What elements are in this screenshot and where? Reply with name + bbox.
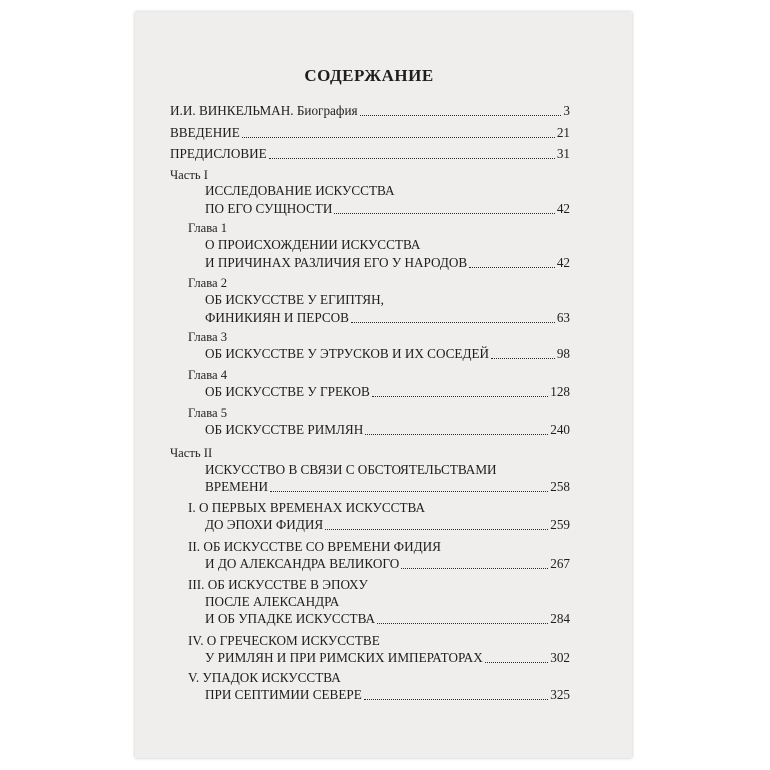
section-title-line: IV. О ГРЕЧЕСКОМ ИСКУССТВЕ <box>188 633 380 648</box>
section-title-line: V. УПАДОК ИСКУССТВА <box>188 670 341 685</box>
toc-entry-part2: ВРЕМЕНИ 258 <box>205 479 570 494</box>
toc-entry-introduction: ВВЕДЕНИЕ 21 <box>170 125 570 140</box>
chapter-label: Глава 1 <box>188 221 228 235</box>
toc-entry-chapter-1: И ПРИЧИНАХ РАЗЛИЧИЯ ЕГО У НАРОДОВ 42 <box>205 255 570 270</box>
toc-title: СОДЕРЖАНИЕ <box>304 66 434 85</box>
chapter-label: Глава 4 <box>188 368 228 382</box>
section-title-line: II. ОБ ИСКУССТВЕ СО ВРЕМЕНИ ФИДИЯ <box>188 539 441 554</box>
chapter-label: Глава 2 <box>188 276 228 290</box>
part-title-line: ИСКУССТВО В СВЯЗИ С ОБСТОЯТЕЛЬСТВАМИ <box>205 462 497 477</box>
part-label: Часть I <box>170 168 208 182</box>
part-title-line: ИССЛЕДОВАНИЕ ИСКУССТВА <box>205 183 395 198</box>
chapter-label: Глава 5 <box>188 406 228 420</box>
chapter-title-line: О ПРОИСХОЖДЕНИИ ИСКУССТВА <box>205 237 421 252</box>
toc-entry-section-1: ДО ЭПОХИ ФИДИЯ 259 <box>205 517 570 532</box>
section-title-line: III. ОБ ИСКУССТВЕ В ЭПОХУ <box>188 577 368 592</box>
chapter-label: Глава 3 <box>188 330 228 344</box>
toc-entry-chapter-4: ОБ ИСКУССТВЕ У ГРЕКОВ 128 <box>205 384 570 399</box>
toc-entry-section-4: У РИМЛЯН И ПРИ РИМСКИХ ИМПЕРАТОРАХ 302 <box>205 650 570 665</box>
toc-entry-chapter-2: ФИНИКИЯН И ПЕРСОВ 63 <box>205 310 570 325</box>
section-title-line: ПОСЛЕ АЛЕКСАНДРА <box>205 594 340 609</box>
toc-entry-part1: ПО ЕГО СУЩНОСТИ 42 <box>205 201 570 216</box>
toc-entry-preface: ПРЕДИСЛОВИЕ 31 <box>170 146 570 161</box>
section-title-line: I. О ПЕРВЫХ ВРЕМЕНАХ ИСКУССТВА <box>188 500 425 515</box>
toc-entry-section-2: И ДО АЛЕКСАНДРА ВЕЛИКОГО 267 <box>205 556 570 571</box>
toc-entry-section-5: ПРИ СЕПТИМИИ СЕВЕРЕ 325 <box>205 687 570 702</box>
toc-entry-section-3: И ОБ УПАДКЕ ИСКУССТВА 284 <box>205 611 570 626</box>
toc-entry-chapter-5: ОБ ИСКУССТВЕ РИМЛЯН 240 <box>205 422 570 437</box>
chapter-title-line: ОБ ИСКУССТВЕ У ЕГИПТЯН, <box>205 292 384 307</box>
part-label: Часть II <box>170 446 213 460</box>
table-of-contents <box>168 0 570 770</box>
toc-entry-chapter-3: ОБ ИСКУССТВЕ У ЭТРУСКОВ И ИХ СОСЕДЕЙ 98 <box>205 346 570 361</box>
toc-entry-biography: И.И. ВИНКЕЛЬМАН. Биография 3 <box>170 103 570 118</box>
